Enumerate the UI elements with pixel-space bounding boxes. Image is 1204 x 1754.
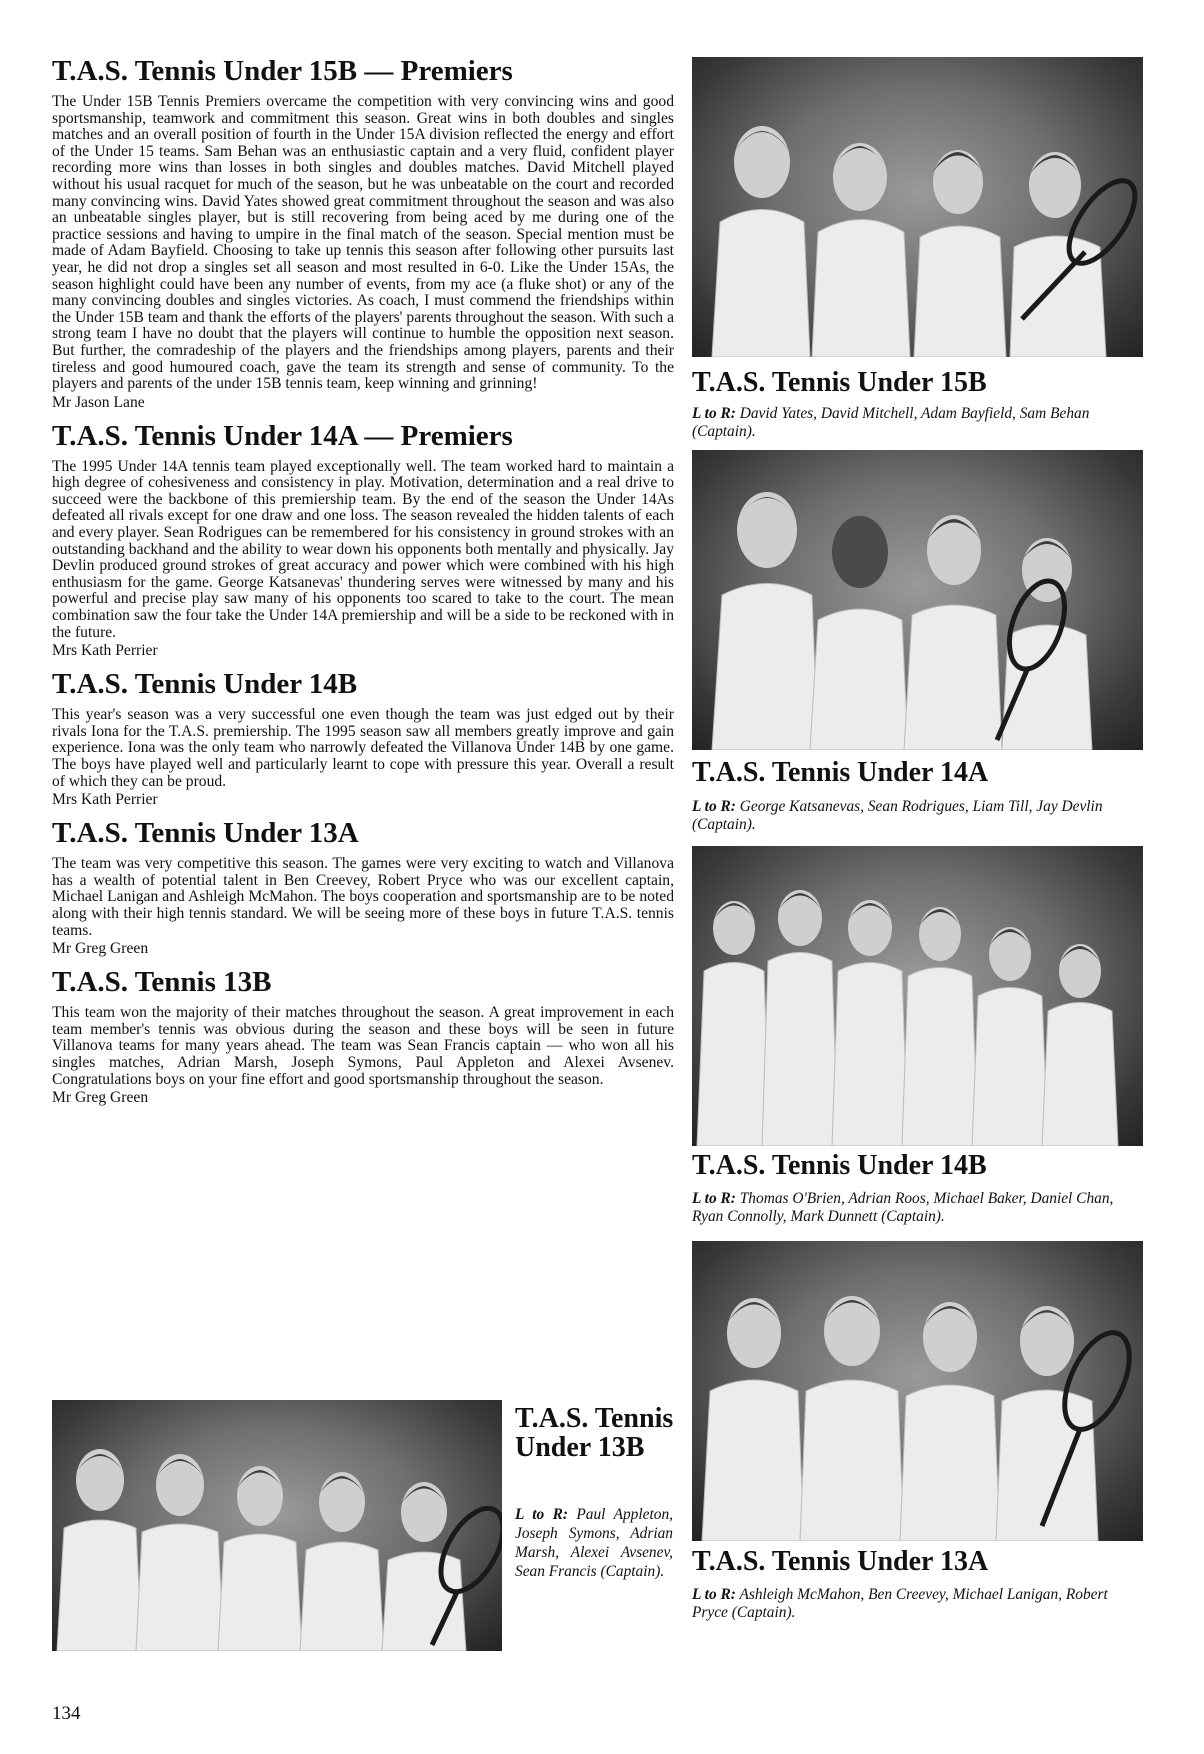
names-text: Ashleigh McMahon, Ben Creevey, Michael Lanigan, Robert Pryce (Captain).: [692, 1586, 1108, 1621]
caption-names-u13b: [515, 1505, 673, 1581]
section-body: This year's season was a very successful one even though the team was just edged out by their rivals Iona for the T.A.S. premiership. The 1995 season saw all members greatly improve and gain experience. Iona was the only team who narrowly defeated the Villanova Under 14B by one game. The boys have played well and particularly learnt to cope with pressure this year. Overall a result of which they can be proud.: [52, 706, 674, 790]
caption-names-u15b: [692, 405, 1142, 441]
team-photo-u13a: [692, 1241, 1143, 1541]
section-u15b: [52, 54, 674, 411]
section-title: T.A.S. Tennis Under 14A — Premiers: [52, 419, 513, 452]
caption-names-u14b: [692, 1190, 1142, 1226]
section-u13a: [52, 816, 674, 957]
section-title: T.A.S. Tennis Under 15B — Premiers: [52, 55, 513, 87]
section-u14a: [52, 419, 674, 660]
team-photo-u15b: [692, 57, 1143, 357]
section-author: Mr Jason Lane: [52, 393, 145, 411]
section-author: Mrs Kath Perrier: [52, 642, 158, 660]
section-author: Mr Greg Green: [52, 940, 149, 958]
section-title: T.A.S. Tennis Under 13A: [52, 817, 359, 850]
caption-title-u14a: T.A.S. Tennis Under 14A: [692, 757, 989, 788]
section-u13b: [52, 965, 674, 1106]
section-author: Mr Greg Green: [52, 1089, 149, 1107]
names-text: Thomas O'Brien, Adrian Roos, Michael Baker, Daniel Chan, Ryan Connolly, Mark Dunnett (Captain).: [692, 1190, 1114, 1225]
lr-label: L to R:: [692, 798, 736, 815]
names-text: Paul Appleton, Joseph Symons, Adrian Marsh, Alexei Avsenev, Sean Francis (Captain).: [515, 1506, 673, 1580]
caption-title-u14b: T.A.S. Tennis Under 14B: [692, 1150, 987, 1181]
names-text: David Yates, David Mitchell, Adam Bayfield, Sam Behan (Captain).: [692, 405, 1090, 440]
lr-label: L to R:: [692, 1190, 736, 1207]
team-photo-u14a: [692, 450, 1143, 750]
lr-label: L to R:: [515, 1506, 568, 1523]
team-photo-u14b: [692, 846, 1143, 1146]
page-number: 134: [52, 1703, 81, 1724]
lr-label: L to R:: [692, 1586, 736, 1603]
team-photo-u13b: [52, 1400, 502, 1651]
caption-title-u15b: T.A.S. Tennis Under 15B: [692, 367, 987, 398]
names-text: George Katsanevas, Sean Rodrigues, Liam Till, Jay Devlin (Captain).: [692, 798, 1103, 833]
caption-title-u13b: T.A.S. Tennis Under 13B: [515, 1403, 674, 1463]
article-column: [52, 54, 674, 1114]
section-body: The team was very competitive this season. The games were very exciting to watch and Villanova has a wealth of potential talent in Ben Creevey, Robert Pryce who was our excellent captain, Michael Lanigan and Ashleigh McMahon. The boys cooperation and sportsmanship are to be noted along with their high tennis standard. We will be seeing more of these boys in future T.A.S. tennis teams.: [52, 855, 674, 939]
section-author: Mrs Kath Perrier: [52, 791, 158, 809]
caption-names-u13a: [692, 1586, 1142, 1622]
section-body: The 1995 Under 14A tennis team played exceptionally well. The team worked hard to maintain a high degree of cohesiveness and consistency in play. Motivation, determination and a real drive to succeed were the backbone of this premiership team. By the end of the season the Under 14As defeated all rivals except for one draw and one loss. The season revealed the hidden talents of each and every player. Sean Rodrigues can be remembered for his consistency in ground strokes with an outstanding backhand and the ability to wear down his opponents both mentally and physically. Jay Devlin produced ground strokes of great accuracy and power which were combined with his high enthusiasm for the game. George Katsanevas' thundering serves were witnessed by many and his powerful and precise play saw many of his opponents too scared to take to the court. The mean combination saw the four take the Under 14A premiership and will be a side to be reckoned with in the future.: [52, 457, 674, 641]
section-u14b: [52, 667, 674, 808]
lr-label: L to R:: [692, 405, 736, 422]
section-title: T.A.S. Tennis 13B: [52, 966, 272, 999]
caption-names-u14a: [692, 798, 1142, 834]
section-body: This team won the majority of their matches throughout the season. A great improvement in each team member's tennis was obvious during the season and these boys will be seen in future Villanova teams for many years ahead. The team was Sean Francis captain — who won all his singles matches, Adrian Marsh, Joseph Symons, Paul Appleton and Alexei Avsenev. Congratulations boys on your fine effort and good sportsmanship throughout the season.: [52, 1004, 674, 1088]
section-title: T.A.S. Tennis Under 14B: [52, 668, 358, 701]
caption-title-u13a: T.A.S. Tennis Under 13A: [692, 1546, 989, 1577]
section-body: The Under 15B Tennis Premiers overcame the competition with very convincing wins and good sportsmanship, teamwork and commitment this season. Great wins in both doubles and singles matches and an overall position of fourth in the Under 15A division reflected the energy and effort of the Under 15 teams. Sam Behan was an enthusiastic captain and a very fluid, confident player recording more wins than losses in both singles and doubles matches. David Mitchell played without his usual racquet for much of the season, but he was unbeatable on the court and recorded many convincing wins. David Yates showed great commitment throughout the season and was also an unbeatable singles player, but is still recovering from being aced by me during one of the practice sessions and having to umpire in the final match of the season. Special mention must be made of Adam Bayfield. Choosing to take up tennis this season after following other pursuits last year, he did not drop a singles set all season and most resulted in 6-0. Like the Under 15As, the season highlight could have been any number of events, from my ace (a fluke shot) or any of the many convincing doubles and singles victories. As coach, I must commend the friendships within the Under 15B team and thank the efforts of the players' parents throughout the season. With such a strong team I have no doubt that the players will continue to humble the opposition next season. But further, the comradeship of the players and the friendships among players, parents and their tireless and good humoured coach, gave the team its strength and sense of community. To the players and parents of the under 15B tennis team, keep winning and grinning!: [52, 93, 674, 393]
